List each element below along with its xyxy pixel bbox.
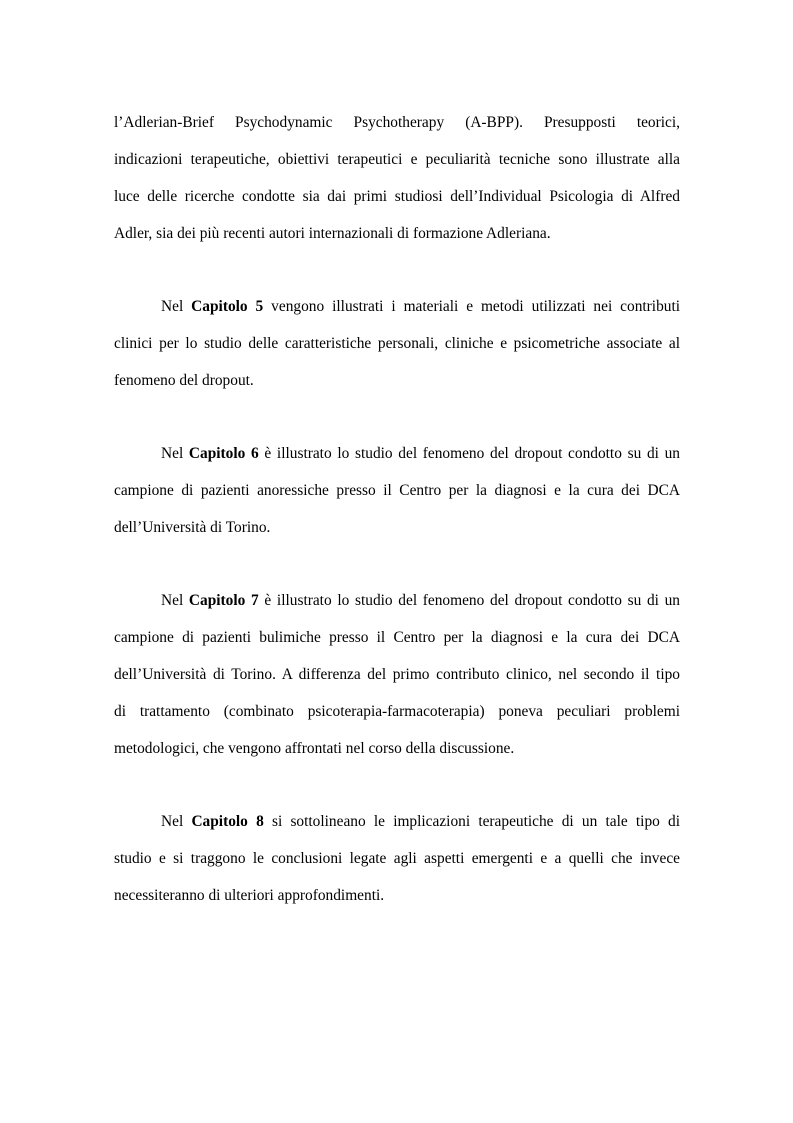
text-run: di trattamento (combinato psicoterapia-farmacoterapia) poneva peculiari problemi [114, 703, 680, 720]
text-line [114, 186, 680, 208]
text-line [114, 701, 680, 723]
text-line [114, 149, 680, 171]
text-run: campione di pazienti anoressiche presso il Centro per la diagnosi e la cura dei DCA [114, 482, 680, 499]
text-line [114, 811, 680, 833]
chapter-reference: Capitolo 7 [188, 592, 259, 609]
text-line [114, 296, 680, 318]
text-run: dell’Università di Torino. A differenza del primo contributo clinico, nel secondo il tipo [114, 666, 680, 683]
chapter-reference: Capitolo 6 [188, 445, 259, 462]
text-run: l’Adlerian-Brief Psychodynamic Psychotherapy (A-BPP). Presupposti teorici, [114, 114, 680, 131]
chapter-reference: Capitolo 5 [191, 298, 264, 315]
text-run: campione di pazienti bulimiche presso il Centro per la diagnosi e la cura dei DCA [114, 629, 680, 646]
text-run: Nel [161, 445, 189, 462]
text-line [114, 370, 680, 392]
text-run: indicazioni terapeutiche, obiettivi terapeutici e peculiarità tecniche sono illustrate alla [114, 151, 680, 168]
text-run: Nel [161, 813, 192, 830]
text-run: studio e si traggono le conclusioni legate agli aspetti emergenti e a quelli che invece [114, 850, 680, 867]
text-run: si sottolineano le implicazioni terapeutiche di un tale tipo di [263, 813, 681, 830]
chapter-reference: Capitolo 8 [191, 813, 264, 830]
text-run: clinici per lo studio delle caratteristiche personali, cliniche e psicometriche associate al [114, 335, 680, 352]
text-line [114, 112, 680, 134]
text-line [114, 738, 680, 760]
text-line [114, 223, 680, 245]
text-line [114, 664, 680, 686]
text-run: fenomeno del dropout. [114, 372, 254, 389]
text-run: è illustrato lo studio del fenomeno del dropout condotto su di un [258, 592, 680, 609]
text-line [114, 333, 680, 355]
text-line [114, 517, 680, 539]
text-line [114, 627, 680, 649]
text-run: Nel [161, 592, 189, 609]
text-run: metodologici, che vengono affrontati nel corso della discussione. [114, 740, 515, 757]
text-run: necessiteranno di ulteriori approfondimenti. [114, 887, 385, 904]
text-line [114, 480, 680, 502]
text-run: vengono illustrati i materiali e metodi utilizzati nei contributi [263, 298, 681, 315]
text-run: Nel [161, 298, 192, 315]
text-line [114, 590, 680, 612]
text-run: luce delle ricerche condotte sia dai primi studiosi dell’Individual Psicologia di Alfred [114, 188, 680, 205]
text-line [114, 848, 680, 870]
text-run: Adler, sia dei più recenti autori internazionali di formazione Adleriana. [114, 225, 551, 242]
text-run: dell’Università di Torino. [114, 519, 271, 536]
text-run: è illustrato lo studio del fenomeno del dropout condotto su di un [258, 445, 680, 462]
text-line [114, 885, 680, 907]
text-line [114, 443, 680, 465]
